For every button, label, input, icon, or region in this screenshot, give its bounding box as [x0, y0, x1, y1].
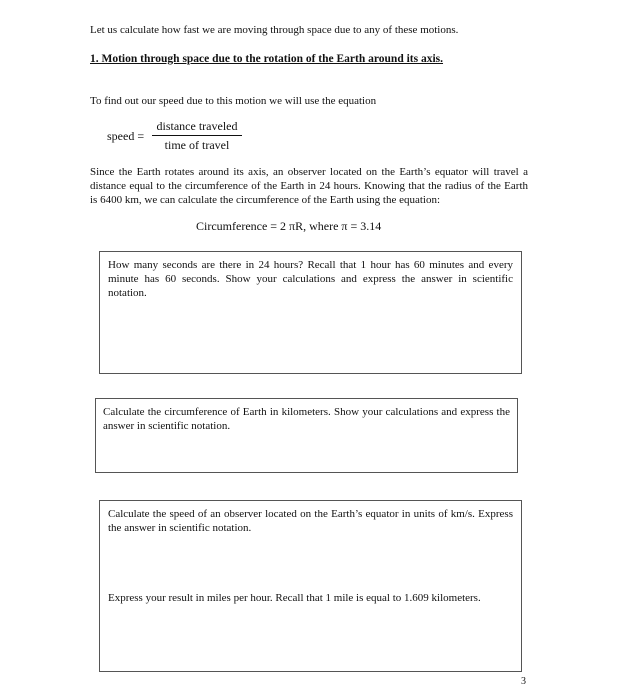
question-circumference-text: Calculate the circumference of Earth in kilometers. Show your calculations and express the answer in scientific notation. [103, 406, 510, 432]
intro-text: Let us calculate how fast we are moving through space due to any of these motions. [90, 24, 459, 36]
page-number: 3 [521, 676, 526, 687]
answer-box-seconds[interactable] [99, 251, 522, 374]
circumference-equation: Circumference = 2 πR, where π = 3.14 [196, 219, 382, 233]
question-speed-mph-text: Express your result in miles per hour. Recall that 1 mile is equal to 1.609 kilometers. [108, 592, 481, 604]
answer-box-circumference[interactable] [95, 398, 518, 473]
speed-equation-denominator: time of travel [164, 138, 230, 152]
speed-equation-fraction [152, 119, 242, 153]
question-seconds-text: How many seconds are there in 24 hours? Recall that 1 hour has 60 minutes and every minute has 60 seconds. Show your calculations and express the answer in scientific notation. [108, 259, 513, 299]
answer-box-speed[interactable] [99, 500, 522, 672]
equation-intro-text: To find out our speed due to this motion we will use the equation [90, 95, 377, 107]
speed-equation-numerator: distance traveled [152, 119, 242, 136]
rotation-paragraph: Since the Earth rotates around its axis, an observer located on the Earth’s equator will travel a distance equal to the circumference of the Earth in 24 hours. Knowing that the radius of the Earth is 6400 km, we can calculate the circumference of the Earth using the equation: [90, 166, 528, 206]
question-speed-kms-text: Calculate the speed of an observer located on the Earth’s equator in units of km/s. Express the answer in scientific notation. [108, 508, 513, 534]
speed-equation-lhs: speed = [107, 129, 145, 143]
section-heading: 1. Motion through space due to the rotation of the Earth around its axis. [90, 53, 444, 65]
